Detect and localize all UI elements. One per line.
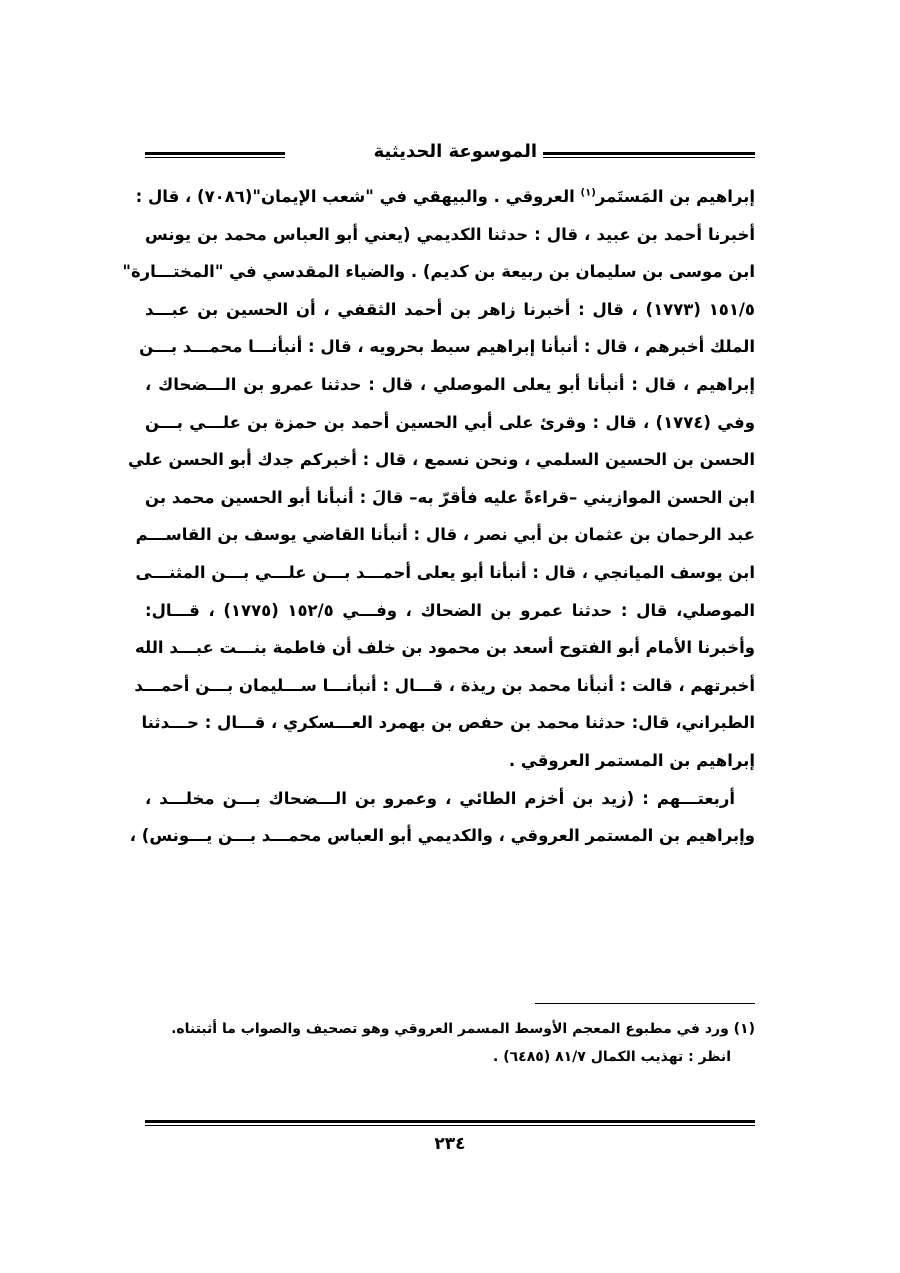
header-rule-right — [543, 152, 755, 158]
footnote-reference[interactable]: (١) — [580, 187, 596, 199]
line-1-end: العروقي . والبيهقي في "شعب الإيمان"(٧٠٨٦) ، قال : — [135, 187, 581, 206]
text-line: إبراهيم ، قال : أنبأنا أبو يعلى الموصلي ، قال : حدثنا عمرو بن الـــضحاك ، — [145, 374, 755, 394]
footnote-1: (١) ورد في مطبوع المعجم الأوسط المسمر العروقي وهو تصحيف والصواب ما أثبتناه. — [171, 1021, 755, 1037]
text-line: وإبراهيم بن المستمر العروقي ، والكديمي أبو العباس محمـــد بـــن يـــونس) ، — [129, 826, 755, 846]
text-line: أربعتـــهم : (زيد بن أخزم الطائي ، وعمرو بن الـــضحاك بـــن مخلـــد ، — [145, 788, 735, 808]
header-rule-left — [145, 152, 285, 158]
text-line: ١٥١/٥ (١٧٧٣) ، قال : أخبرنا زاهر بن أحمد الثقفي ، أن الحسين بن عبـــد — [145, 299, 755, 319]
text-line: الملك أخبرهم ، قال : أنبأنا إبراهيم سبط بحرويه ، قال : أنبأنـــا محمـــد بـــن — [139, 337, 755, 357]
main-text — [122, 178, 755, 855]
text-line: ابن موسى بن سليمان بن ربيعة بن كديم) . والضياء المقدسي في "المختـــارة" — [122, 262, 755, 282]
footnote-1-continued: انظر : تهذيب الكمال ٨١/٧ (٦٤٨٥) . — [493, 1049, 731, 1065]
text-line: الموصلي، قال : حدثنا عمرو بن الضحاك ، وفـــي ١٥٢/٥ (١٧٧٥) ، قـــال: — [145, 600, 755, 620]
book-title: الموسوعة الحديثية — [373, 141, 537, 162]
text-line: الحسن بن الحسين السلمي ، ونحن نسمع ، قال : أخبركم جدك أبو الحسن علي — [128, 450, 755, 470]
line-1-start: إبراهيم بن المَستَمر — [595, 187, 755, 206]
footnotes — [145, 1015, 755, 1071]
text-line: وأخبرنا الأمام أبو الفتوح أسعد بن محمود بن خلف أن فاطمة بنـــت عبـــد الله — [135, 638, 755, 658]
text-line: أخبرنا أحمد بن عبيد ، قال : حدثنا الكديمي (يعني أبو العباس محمد بن يونس — [145, 224, 755, 244]
running-header — [145, 138, 755, 172]
footnote-separator — [535, 1003, 755, 1004]
page-number: ٢٣٤ — [434, 1134, 466, 1154]
text-line: الطبراني، قال: حدثنا محمد بن حفص بن بهمرد العـــسكري ، قـــال : حـــدثنا — [141, 713, 755, 733]
book-page — [122, 130, 755, 1270]
footer-rule — [145, 1120, 755, 1126]
text-line: وفي (١٧٧٤) ، قال : وقرئ على أبي الحسين أحمد بن حمزة بن علـــي بـــن — [145, 412, 755, 432]
text-line-1 — [135, 178, 755, 216]
text-line: ابن يوسف الميانجي ، قال : أنبأنا أبو يعلى أحمـــد بـــن علـــي بـــن المثنـــى — [135, 562, 755, 582]
text-line: إبراهيم بن المستمر العروقي . — [508, 750, 755, 770]
text-line: أخبرتهم ، قالت : أنبأنا محمد بن ريذة ، قـــال : أنبأنـــا ســـليمان بـــن أحمـــد — [134, 675, 755, 695]
text-line: ابن الحسن الموازيني –قراءةً عليه فأقرّ به– قالَ : أنبأنا أبو الحسين محمد بن — [145, 487, 755, 507]
text-line: عبد الرحمان بن عثمان بن أبي نصر ، قال : أنبأنا القاضي يوسف بن القاســـم — [135, 525, 755, 545]
